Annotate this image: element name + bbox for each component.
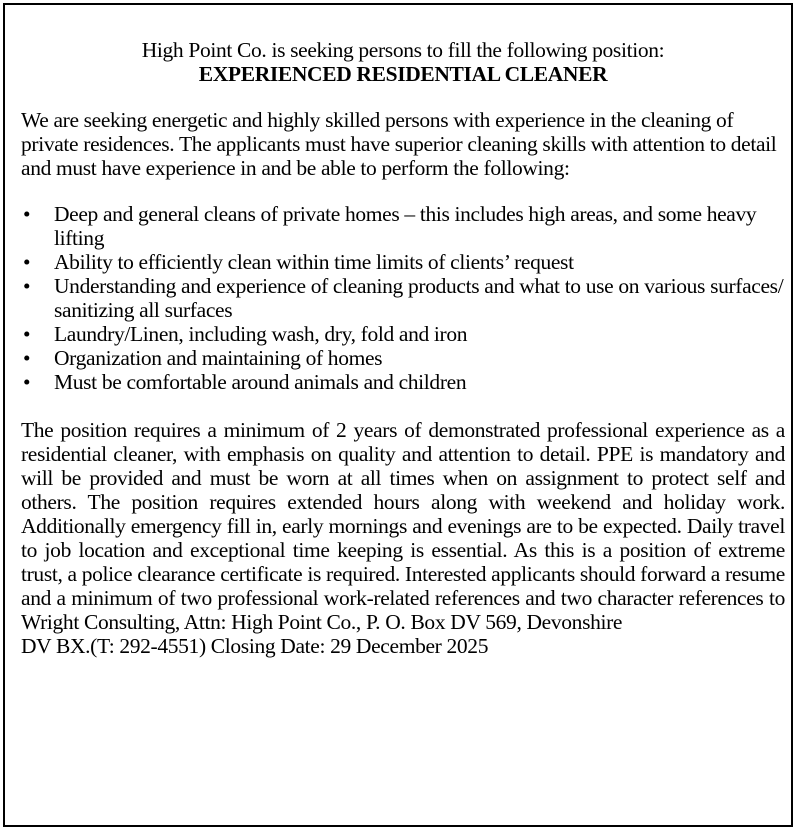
list-item bbox=[21, 370, 785, 394]
list-item bbox=[21, 202, 785, 250]
requirement-text: Deep and general cleans of private homes – this includes high areas, and some heavy lifting bbox=[54, 202, 757, 250]
bullet-icon: • bbox=[23, 322, 31, 346]
details-text: The position requires a minimum of 2 years of demonstrated professional experience as a residential cleaner, with emphasis on quality and attention to detail. PPE is mandatory and will be provided and must be worn at all times when on assignment to protect self and others. The position requires extended hours along with weekend and holiday work. Additionally emergency fill in, early mornings and evenings are to be expected. Daily travel to job location and exceptional time keeping is essential. As this is a position of extreme trust, a police clearance certificate is required. Interested applicants should forward a resume and a minimum of two professional work-related references and two character references to Wright Consulting, Attn: High Point Co., P. O. Box DV 569, Devonshire bbox=[21, 418, 785, 634]
list-item bbox=[21, 274, 785, 322]
contact-and-closing-date: DV BX.(T: 292-4551) Closing Date: 29 December 2025 bbox=[21, 634, 489, 658]
list-item bbox=[21, 250, 785, 274]
details-paragraph bbox=[21, 418, 785, 658]
intro-paragraph: We are seeking energetic and highly skilled persons with experience in the cleaning of private residences. The applicants must have superior cleaning skills with attention to detail and must have experience in and be able to perform the following: bbox=[21, 108, 777, 180]
list-item bbox=[21, 322, 785, 346]
list-item bbox=[21, 346, 785, 370]
requirements-list bbox=[21, 202, 785, 394]
heading-intro: High Point Co. is seeking persons to fill the following position: bbox=[141, 38, 665, 62]
job-ad-content bbox=[21, 38, 785, 658]
bullet-icon: • bbox=[23, 202, 31, 226]
ad-heading bbox=[21, 38, 785, 86]
bullet-icon: • bbox=[23, 346, 31, 370]
requirement-text: Organization and maintaining of homes bbox=[54, 346, 383, 370]
requirement-text: Understanding and experience of cleaning products and what to use on various surfaces/ sanitizing all surfaces bbox=[54, 274, 784, 322]
bullet-icon: • bbox=[23, 274, 31, 298]
requirement-text: Must be comfortable around animals and children bbox=[54, 370, 467, 394]
position-title: EXPERIENCED RESIDENTIAL CLEANER bbox=[198, 62, 608, 86]
requirement-text: Ability to efficiently clean within time limits of clients’ request bbox=[54, 250, 574, 274]
bullet-icon: • bbox=[23, 370, 31, 394]
bullet-icon: • bbox=[23, 250, 31, 274]
requirement-text: Laundry/Linen, including wash, dry, fold and iron bbox=[54, 322, 468, 346]
job-ad-frame bbox=[3, 3, 793, 827]
